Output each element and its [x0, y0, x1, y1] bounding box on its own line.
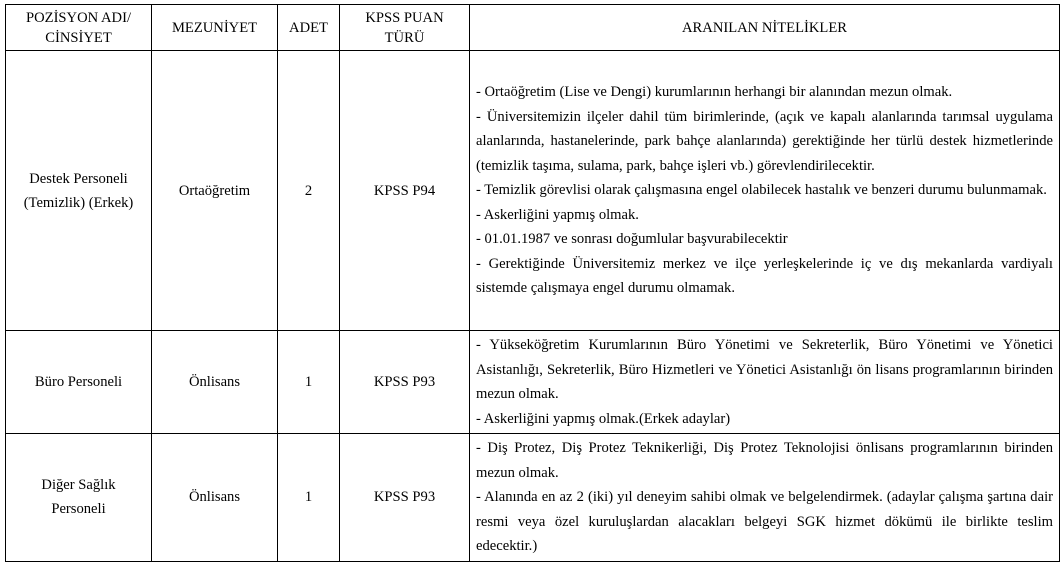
qualification-item: - Alanında en az 2 (iki) yıl deneyim sahibi olmak ve belgelendirmek. (adaylar çalışma şartına dair resmi veya özel kuruluşlardan alacakları belgeyi SGK hizmet dökümü ile birlikte teslim edecektir.) [476, 489, 1053, 554]
header-kpss [340, 5, 470, 51]
education-cell: Önlisans [152, 331, 278, 434]
kpss-cell: KPSS P93 [340, 331, 470, 434]
header-qualifications: ARANILAN NİTELİKLER [470, 5, 1060, 51]
table-row [6, 434, 1060, 562]
qualification-item: - Askerliğini yapmış olmak. [476, 206, 639, 223]
header-count: ADET [278, 5, 340, 51]
position-cell [6, 331, 152, 434]
qualification-item: - Üniversitemizin ilçeler dahil tüm birimlerinde, (açık ve kapalı alanlarında tarımsal uygulama alanlarında, hastanelerinde, park bahçe alanlarında) gerektiğinde her türlü destek hizmetlerinde (temizlik taşıma, sulama, park, bahçe işleri vb.) görevlendirilecektir. [476, 108, 1053, 174]
count-cell: 1 [278, 434, 340, 562]
qualification-item: - Diş Protez, Diş Protez Teknikerliği, Diş Protez Teknolojisi önlisans programlarının birinden mezun olmak. [476, 440, 1053, 481]
header-kpss-line1: KPSS PUAN [365, 9, 444, 26]
position-line: Diğer Sağlık [41, 477, 116, 494]
position-line: (Temizlik) (Erkek) [23, 194, 134, 211]
education-cell: Önlisans [152, 434, 278, 562]
header-position-line2: CİNSİYET [45, 29, 112, 46]
header-position-line1: POZİSYON ADI/ [26, 9, 131, 26]
qualification-item: - 01.01.1987 ve sonrası doğumlular başvurabilecektir [476, 231, 788, 248]
position-line: Personeli [51, 501, 106, 518]
qualifications-cell [470, 51, 1060, 331]
position-cell [6, 434, 152, 562]
header-position [6, 5, 152, 51]
qualifications-cell [470, 434, 1060, 562]
count-cell: 2 [278, 51, 340, 331]
header-row [6, 5, 1060, 51]
position-cell [6, 51, 152, 331]
position-line: Destek Personeli [29, 170, 128, 187]
qualification-item: - Ortaöğretim (Lise ve Dengi) kurumlarının herhangi bir alanından mezun olmak. [476, 84, 953, 101]
qualification-item: - Askerliğini yapmış olmak.(Erkek adaylar) [476, 410, 731, 427]
kpss-cell: KPSS P94 [340, 51, 470, 331]
qualification-item: - Temizlik görevlisi olarak çalışmasına engel olabilecek hastalık ve benzeri durumu bulunmamak. [476, 182, 1047, 199]
table-row [6, 331, 1060, 434]
positions-table [5, 4, 1060, 562]
header-kpss-line2: TÜRÜ [384, 29, 425, 46]
education-cell: Ortaöğretim [152, 51, 278, 331]
position-line: Büro Personeli [34, 374, 123, 390]
table-row [6, 51, 1060, 331]
qualification-item: - Gerektiğinde Üniversitemiz merkez ve ilçe yerleşkelerinde iç ve dış mekanlarda vardiyalı sistemde çalışmaya engel durumu olmamak. [476, 255, 1053, 297]
qualification-item: - Yükseköğretim Kurumlarının Büro Yönetimi ve Sekreterlik, Büro Yönetimi ve Yönetici Asistanlığı, Sekreterlik, Büro Hizmetleri ve Yönetici Asistanlığı ön lisans programlarının birinden mezun olmak. [476, 337, 1053, 402]
header-education: MEZUNİYET [152, 5, 278, 51]
kpss-cell: KPSS P93 [340, 434, 470, 562]
count-cell: 1 [278, 331, 340, 434]
qualifications-cell [470, 331, 1060, 434]
